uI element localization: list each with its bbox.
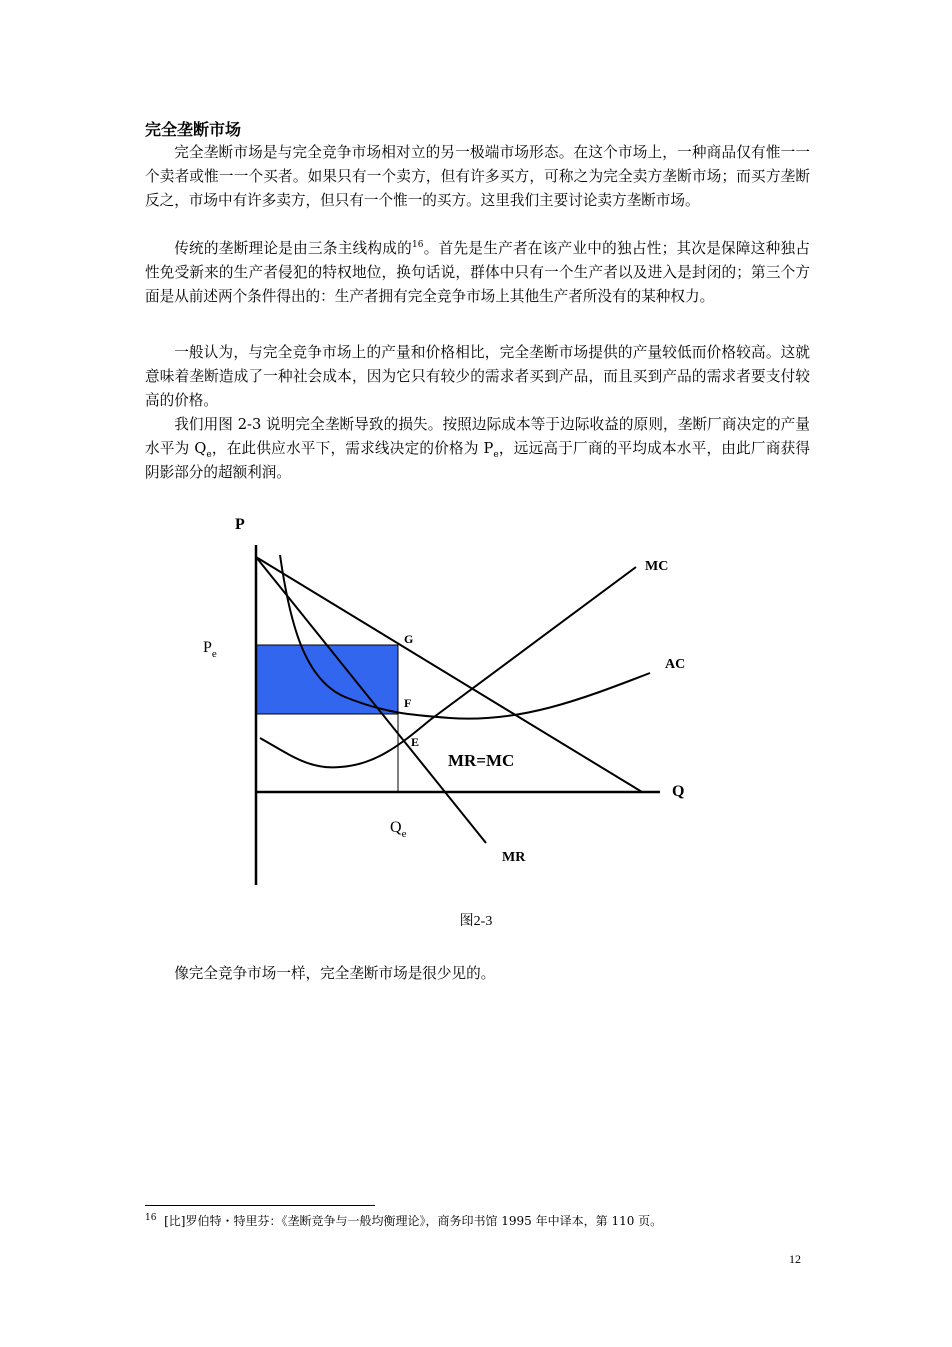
figure-caption: 图2-3 <box>459 914 493 929</box>
point-f-label: F <box>404 696 412 710</box>
pe-subscript: e <box>493 449 499 460</box>
qe-label <box>390 819 407 840</box>
footnote-ref[interactable]: 16 <box>412 240 424 251</box>
pe-label <box>203 639 217 660</box>
paragraph-theory-text-a: 传统的垄断理论是由三条主线构成的 <box>174 240 413 257</box>
paragraph-theory-text-b: 。首先是生产者在该产业中的独占性；其次是保障这种独占性免受新来的生产者侵犯的特权地位，换句话说，群体中只有一个生产者以及进入是封闭的；第三个方面是从前述两个条件得出的：生产者拥有完全竞争市场上其他生产者所没有的某种权力。 <box>145 240 810 305</box>
paragraph-social-cost: 一般认为，与完全竞争市场上的产量和价格相比，完全垄断市场提供的产量较低而价格较高。这就意味着垄断造成了一种社会成本，因为它只有较少的需求者买到产品，而且买到产品的需求者要支付较高的价格。 <box>145 344 810 409</box>
ac-label: AC <box>665 657 686 672</box>
point-g-label: G <box>404 632 414 646</box>
paragraph-conclusion: 像完全竞争市场一样，完全垄断市场是很少见的。 <box>174 965 496 982</box>
excess-profit-area <box>256 645 398 714</box>
paragraph-fig-text-b: ，在此供应水平下，需求线决定的价格为 P <box>211 440 494 457</box>
mr-label: MR <box>502 850 526 865</box>
footnote-number: 16 <box>145 1213 157 1223</box>
paragraph-fig-text-c: ，远远高于厂商的平均成本水平，由此厂商获得阴影部分的超额利润。 <box>145 440 810 481</box>
axis-p-label: P <box>235 516 245 533</box>
monopoly-diagram <box>190 505 710 895</box>
pe-label-main: P <box>203 639 212 656</box>
footnote-divider <box>145 1205 375 1206</box>
page-number: 12 <box>789 1252 801 1266</box>
paragraph-figure-explanation <box>145 413 810 485</box>
mc-label: MC <box>645 559 669 574</box>
axis-q-label: Q <box>672 783 685 800</box>
section-title: 完全垄断市场 <box>145 120 242 139</box>
mr-mc-label: MR=MC <box>448 751 515 770</box>
qe-label-sub: e <box>401 828 407 840</box>
paragraph-theory <box>145 237 810 309</box>
qe-label-main: Q <box>390 819 402 836</box>
monopoly-diagram-svg <box>190 505 710 895</box>
paragraph-definition: 完全垄断市场是与完全竞争市场相对立的另一极端市场形态。在这个市场上，一种商品仅有惟一一个卖者或惟一一个买者。如果只有一个卖方，但有许多买方，可称之为完全卖方垄断市场；而买方垄断反之，市场中有许多卖方，但只有一个惟一的买方。这里我们主要讨论卖方垄断市场。 <box>145 144 810 209</box>
point-e-label: E <box>411 735 420 749</box>
qe-subscript: e <box>206 449 212 460</box>
paragraph-fig-text-a: 我们用图 2-3 说明完全垄断导致的损失。按照边际成本等于边际收益的原则，垄断厂商决定的产量水平为 Q <box>145 416 810 457</box>
footnote <box>145 1212 662 1230</box>
pe-label-sub: e <box>211 648 217 660</box>
footnote-text: [比]罗伯特・特里芬：《垄断竞争与一般均衡理论》，商务印书馆 1995 年中译本，第 110 页。 <box>164 1214 663 1228</box>
